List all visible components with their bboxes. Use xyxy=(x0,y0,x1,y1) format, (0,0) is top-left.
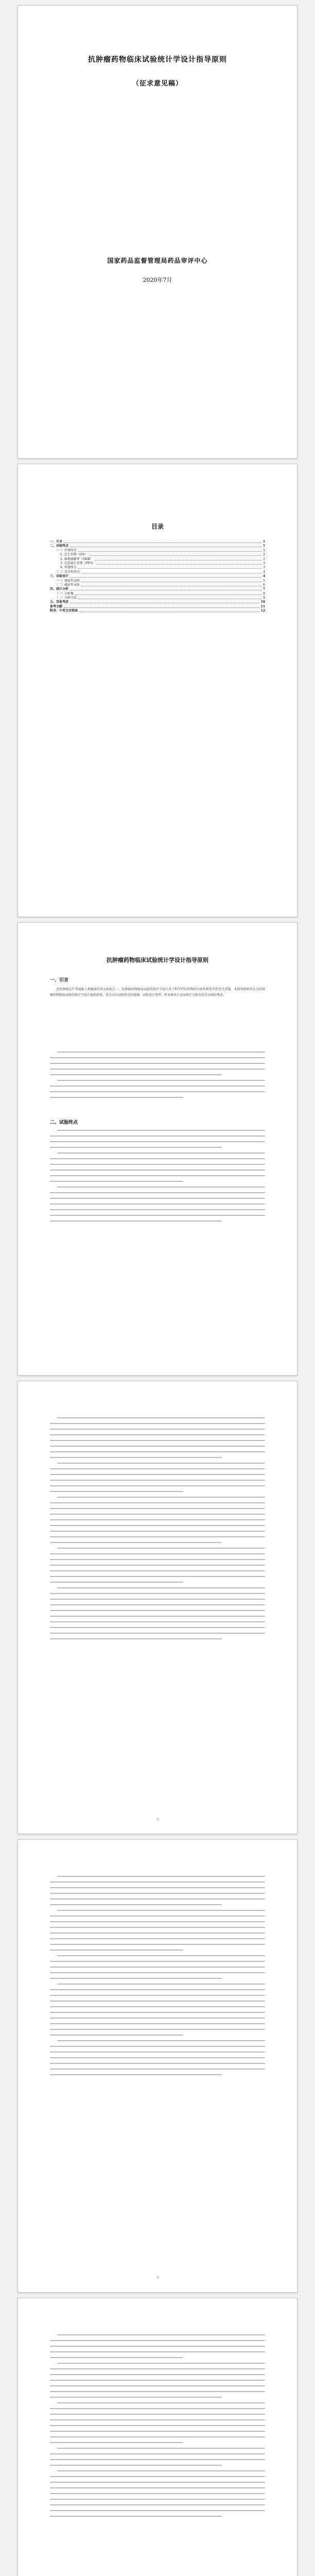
toc-entry-page: 4 xyxy=(262,574,265,579)
body-text-block xyxy=(50,1417,265,1644)
body-text-block xyxy=(50,2334,265,2521)
body-text-block xyxy=(50,1876,265,2080)
toc-entry-page: 3 xyxy=(263,566,265,570)
toc-list xyxy=(50,540,265,614)
toc-entry-page: 2 xyxy=(263,557,265,561)
page-body-4 xyxy=(18,2298,297,2576)
toc-entry-label: （一）分析集 xyxy=(55,591,74,596)
toc-entry-page: 10 xyxy=(260,600,265,604)
section-heading-intro: 一、引言 xyxy=(50,978,69,983)
toc-entry-label: （一）疗效终点 xyxy=(55,548,77,552)
document-subtitle: （征求意见稿） xyxy=(132,80,183,88)
toc-entry[interactable] xyxy=(50,562,265,565)
toc-entry[interactable] xyxy=(50,601,265,604)
toc-entry-page: 3 xyxy=(263,561,265,565)
toc-entry-page: 12 xyxy=(260,609,265,613)
toc-entry[interactable] xyxy=(50,553,265,556)
toc-entry[interactable] xyxy=(50,605,265,608)
toc-entry-label: 2. 客观缓解率（ORR） xyxy=(60,557,93,561)
page-number: 3 xyxy=(156,2276,159,2280)
toc-entry-page: 11 xyxy=(260,604,265,608)
issue-date: 2020年7月 xyxy=(143,277,172,283)
toc-entry-label: 五、其他考虑 xyxy=(50,600,69,604)
document-title: 抗肿瘤药物临床试验统计学设计指导原则 xyxy=(88,56,227,64)
toc-entry[interactable] xyxy=(50,575,265,578)
page-body-2 xyxy=(18,1381,297,1834)
page-number: 2 xyxy=(156,1818,159,1821)
toc-entry-page: 7 xyxy=(262,587,265,591)
toc-entry-label: 一、引言 xyxy=(50,540,63,544)
toc-entry-label: （二）安全性终点 xyxy=(55,570,80,574)
toc-entry-label: （二）确证性试验 xyxy=(55,583,80,587)
toc-entry-page: 2 xyxy=(263,548,265,552)
toc-entry-label: 附录：中英文对照表 xyxy=(50,609,78,613)
toc-entry[interactable] xyxy=(50,597,265,600)
toc-entry-page: 1 xyxy=(262,544,265,548)
page-body-1 xyxy=(18,922,297,1376)
toc-entry[interactable] xyxy=(50,592,265,596)
toc-entry[interactable] xyxy=(50,540,265,544)
issuing-organization: 国家药品监督管理局药品审评中心 xyxy=(107,257,208,264)
intro-paragraph: 恶性肿瘤是严重威胁人类健康的重大疾病之一。抗肿瘤药物临床试验的统计学设计对于科学评价药物的有效性和安全性至关重要。本指导原则旨在为抗肿瘤药物临床试验的统计学设计提供指导，重点关注试验终点的选择、试验设计类型、样本量估计以及统计分析方法等方面的考虑。 xyxy=(50,988,265,997)
body-text-block xyxy=(50,1052,265,1103)
page-body-3 xyxy=(18,1839,297,2293)
toc-entry[interactable] xyxy=(50,580,265,583)
toc-entry-label: 4. 其他终点 xyxy=(60,566,77,570)
toc-entry-label: 参考文献 xyxy=(50,604,63,608)
toc-entry-label: 1. 总生存期（OS） xyxy=(60,553,87,557)
toc-heading: 目录 xyxy=(151,523,164,530)
page-toc xyxy=(18,464,297,917)
toc-entry[interactable] xyxy=(50,545,265,548)
toc-entry-label: （一）探索性试验 xyxy=(55,579,80,583)
toc-entry-page: 9 xyxy=(263,596,265,600)
toc-entry-label: 四、统计分析 xyxy=(50,587,69,591)
toc-entry[interactable] xyxy=(50,609,265,613)
toc-entry-label: （二）分析方法 xyxy=(55,596,77,600)
toc-entry[interactable] xyxy=(50,571,265,574)
toc-entry-label: 三、试验设计 xyxy=(50,574,69,579)
toc-entry-page: 2 xyxy=(263,553,265,557)
toc-entry[interactable] xyxy=(50,558,265,561)
toc-entry-page: 8 xyxy=(263,591,265,596)
toc-entry-page: 4 xyxy=(263,570,265,574)
toc-entry[interactable] xyxy=(50,566,265,569)
toc-entry-label: 3. 无进展生存期（PFS） xyxy=(60,561,95,565)
page-cover xyxy=(18,5,297,459)
toc-entry-label: 二、试验终点 xyxy=(50,544,69,548)
toc-entry-page: 1 xyxy=(262,540,265,544)
toc-entry[interactable] xyxy=(50,588,265,591)
toc-entry-page: 6 xyxy=(263,583,265,587)
toc-entry[interactable] xyxy=(50,549,265,552)
toc-entry[interactable] xyxy=(50,584,265,587)
toc-entry-page: 5 xyxy=(263,579,265,583)
section-heading-endpoints: 二、试验终点 xyxy=(50,1120,78,1125)
body-text-block xyxy=(50,1130,265,1226)
body-title: 抗肿瘤药物临床试验统计学设计指导原则 xyxy=(107,957,208,963)
